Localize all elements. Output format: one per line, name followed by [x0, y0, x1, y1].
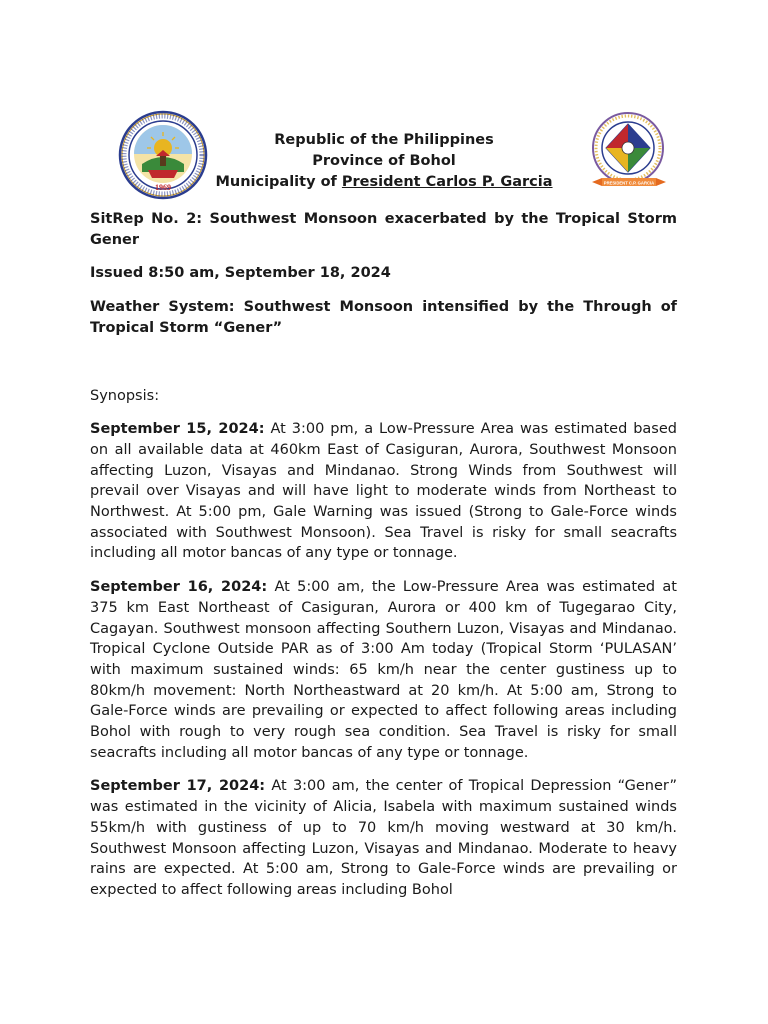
seal-ribbon-label: PRESIDENT C.P. GARCIA [603, 180, 655, 186]
province-line: Province of Bohol [312, 153, 456, 169]
letterhead-text [210, 130, 558, 193]
seal-year-label: 1969 [155, 183, 171, 192]
document-body [90, 209, 677, 914]
issued-line: Issued 8:50 am, September 18, 2024 [90, 265, 391, 282]
entry-text: At 3:00 am, the center of Tropical Depression “Gener” was estimated in the vicinity of Alicia, Isabela with maximum sustained winds 55km/h with gustiness of up to 70 km/h moving westward at 30 km/h. Southwest Monsoon affecting Luzon, Visayas and Mindanao. Moderate to heavy rains are expected. At 5:00 am, Strong to Gale-Force winds are prevailing or expected to affect following areas including Bohol [90, 778, 677, 898]
entry-text: At 3:00 pm, a Low-Pressure Area was estimated based on all available data at 460km East of Casiguran, Aurora, Southwest Monsoon affecting Luzon, Visayas and Mindanao. Strong Winds from Southwest will prevail over Visayas and will have light to moderate winds from Northeast to Northwest. At 5:00 pm, Gale Warning was issued (Strong to Gale-Force winds associated with Southwest Monsoon). Sea Travel is risky for small seacrafts including all motor bancas of any type or tonnage. [90, 421, 677, 562]
entry-text: At 5:00 am, the Low-Pressure Area was estimated at 375 km East Northeast of Casiguran, Aurora or 400 km of Tugegarao City, Cagayan. Southwest monsoon affecting Southern Luzon, Visayas and Mindanao. Tropical Cyclone Outside PAR as of 3:00 Am today (Tropical Storm ‘PULASAN’ with maximum sustained winds: 65 km/h near the center gustiness up to 80km/h movement: North Northeastward at 20 km/h. At 5:00 am, Strong to Gale-Force winds are prevailing or expected to affect following areas including Bohol with rough to very rough sea condition. Sea Travel is risky for small seacrafts including all motor bancas of any type or tonnage. [90, 579, 677, 761]
entry-paragraph [90, 419, 677, 564]
municipal-seal-left [118, 110, 208, 200]
entry-paragraph [90, 776, 677, 900]
entry-date: September 16, 2024: [90, 579, 268, 596]
weather-system-line: Weather System: Southwest Monsoon intensified by the Through of Tropical Storm “Gener” [90, 299, 677, 336]
entry-date: September 17, 2024: [90, 778, 266, 795]
agency-seal-right [586, 110, 672, 200]
letterhead [90, 108, 678, 204]
entry-paragraph [90, 577, 677, 763]
synopsis-label: Synopsis: [90, 387, 160, 404]
municipality-prefix: Municipality of [215, 174, 342, 190]
municipality-line [210, 172, 558, 193]
entry-date: September 15, 2024: [90, 421, 265, 438]
blank-spacer [90, 352, 677, 386]
document-title: SitRep No. 2: Southwest Monsoon exacerbated by the Tropical Storm Gener [90, 211, 677, 248]
municipality-name: President Carlos P. Garcia [341, 174, 553, 190]
country-line: Republic of the Philippines [274, 132, 494, 148]
